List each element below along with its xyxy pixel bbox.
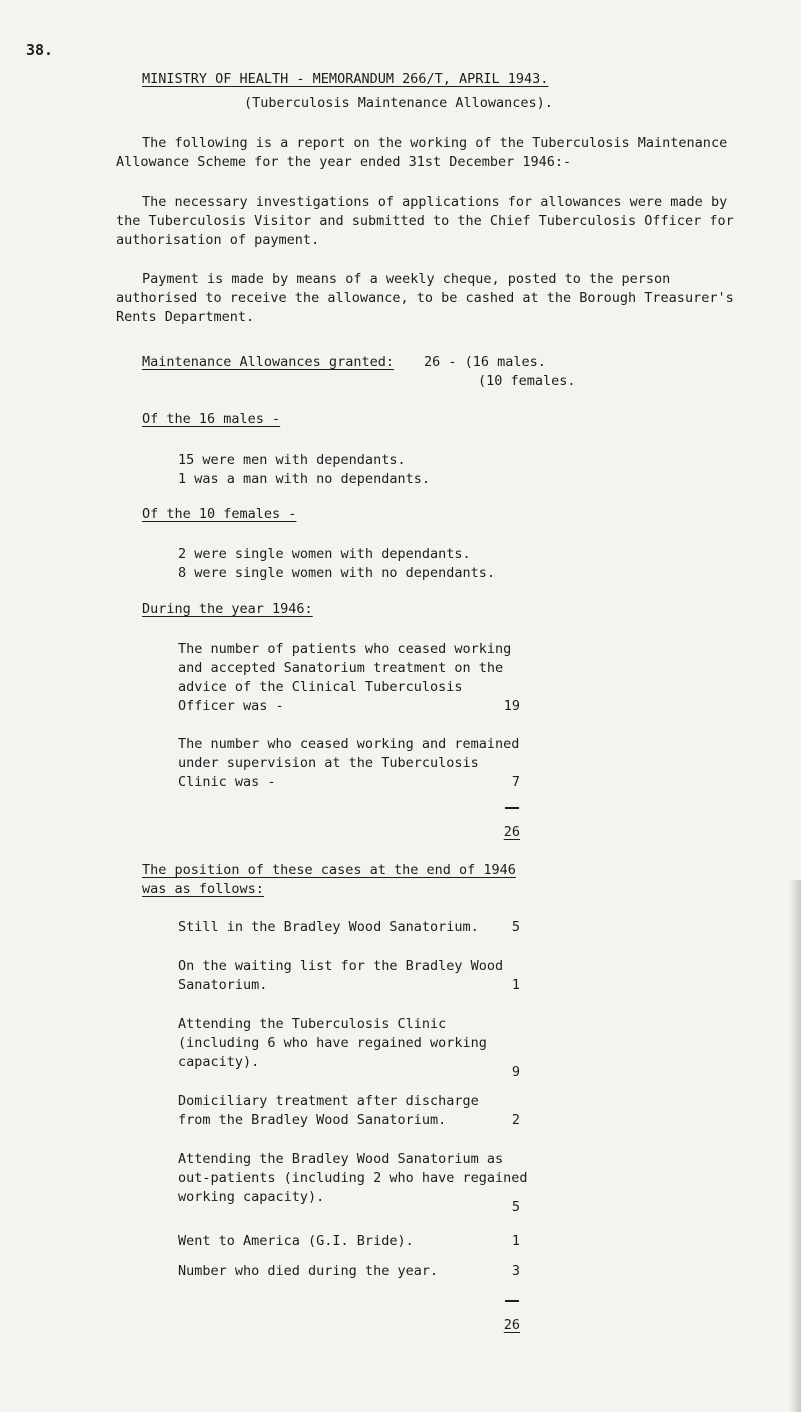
position-item-4-line-1: Domiciliary treatment after discharge — [178, 1093, 479, 1109]
granted-label: Maintenance Allowances granted: — [142, 354, 394, 370]
year-item1-line-3: advice of the Clinical Tuberculosis — [178, 679, 463, 695]
year-item2-value: 7 — [511, 774, 520, 790]
males-line-1: 15 were men with dependants. — [178, 452, 406, 468]
position-item-5-value: 5 — [511, 1199, 520, 1215]
year-heading: During the year 1946: — [142, 601, 313, 617]
year-item1-line-1: The number of patients who ceased working — [178, 641, 512, 657]
para3-line-3: Rents Department. — [116, 309, 255, 325]
females-heading: Of the 10 females - — [142, 506, 297, 522]
females-line-2: 8 were single women with no dependants. — [178, 565, 495, 581]
year-item2-line-3: Clinic was - — [178, 774, 276, 790]
position-item-3-value: 9 — [511, 1064, 520, 1080]
granted-value-females: (10 females. — [478, 373, 576, 389]
position-item-7-value: 3 — [511, 1263, 520, 1279]
year-total: 26 — [503, 824, 520, 840]
position-item-6-line-1: Went to America (G.I. Bride). — [178, 1233, 414, 1249]
year-item1-line-4: Officer was - — [178, 698, 284, 714]
position-item-5-line-3: working capacity). — [178, 1189, 325, 1205]
position-item-2-line-2: Sanatorium. — [178, 977, 268, 993]
females-line-1: 2 were single women with dependants. — [178, 546, 471, 562]
position-item-7-line-1: Number who died during the year. — [178, 1263, 439, 1279]
para2-line-2: the Tuberculosis Visitor and submitted to the Chief Tuberculosis Officer for — [116, 213, 734, 229]
position-item-3-line-3: capacity). — [178, 1054, 260, 1070]
position-item-5-line-2: out-patients (including 2 who have regained — [178, 1170, 528, 1186]
position-heading-2: was as follows: — [142, 881, 264, 897]
position-item-2-line-1: On the waiting list for the Bradley Wood — [178, 958, 504, 974]
position-heading-1: The position of these cases at the end of 1946 — [142, 862, 516, 878]
year-item1-value: 19 — [503, 698, 520, 714]
males-line-2: 1 was a man with no dependants. — [178, 471, 430, 487]
intro-line-1: The following is a report on the working of the Tuberculosis Maintenance — [142, 135, 728, 151]
position-item-1-value: 5 — [511, 919, 520, 935]
position-item-6-value: 1 — [511, 1233, 520, 1249]
position-item-1-line-1: Still in the Bradley Wood Sanatorium. — [178, 919, 479, 935]
position-item-3-line-2: (including 6 who have regained working — [178, 1035, 487, 1051]
position-item-5-line-1: Attending the Bradley Wood Sanatorium as — [178, 1151, 504, 1167]
para2-line-1: The necessary investigations of applications for allowances were made by — [142, 194, 728, 210]
year-sum-rule — [505, 807, 519, 809]
para2-line-3: authorisation of payment. — [116, 232, 320, 248]
year-item2-line-2: under supervision at the Tuberculosis — [178, 755, 479, 771]
intro-line-2: Allowance Scheme for the year ended 31st December 1946:- — [116, 154, 572, 170]
page-edge-shadow — [789, 880, 801, 1412]
position-sum-rule — [505, 1300, 519, 1302]
para3-line-1: Payment is made by means of a weekly cheque, posted to the person — [142, 271, 671, 287]
position-item-3-line-1: Attending the Tuberculosis Clinic — [178, 1016, 447, 1032]
memo-header: MINISTRY OF HEALTH - MEMORANDUM 266/T, APRIL 1943. — [142, 71, 549, 87]
year-item2-line-1: The number who ceased working and remained — [178, 736, 520, 752]
position-item-4-value: 2 — [511, 1112, 520, 1128]
year-item1-line-2: and accepted Sanatorium treatment on the — [178, 660, 504, 676]
position-item-2-value: 1 — [511, 977, 520, 993]
para3-line-2: authorised to receive the allowance, to be cashed at the Borough Treasurer's — [116, 290, 734, 306]
memo-subtitle: (Tuberculosis Maintenance Allowances). — [244, 95, 553, 111]
page-number: 38. — [26, 41, 54, 59]
males-heading: Of the 16 males - — [142, 411, 281, 427]
granted-value: 26 - (16 males. — [424, 354, 546, 370]
position-total: 26 — [503, 1317, 520, 1333]
position-item-4-line-2: from the Bradley Wood Sanatorium. — [178, 1112, 447, 1128]
